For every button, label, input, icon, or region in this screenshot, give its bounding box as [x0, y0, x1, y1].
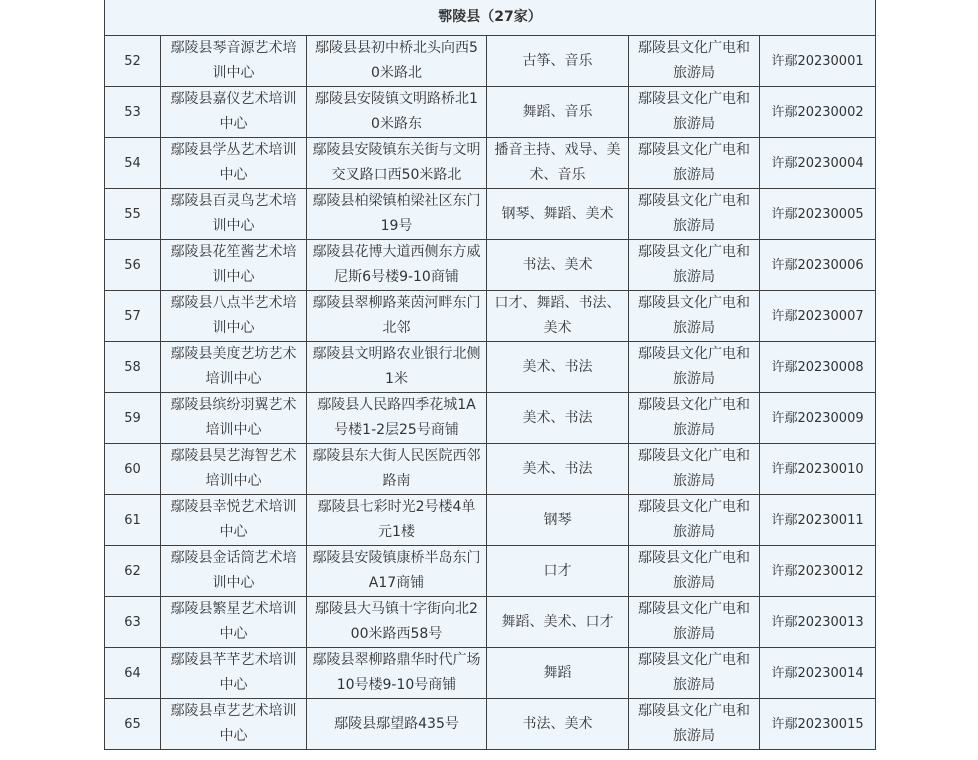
license-number: 许鄢20230013	[760, 597, 876, 648]
institution-address: 鄢陵县人民路四季花城1A号楼1-2层25号商铺	[307, 393, 487, 444]
license-table-container	[104, 0, 875, 750]
course-subjects: 播音主持、戏导、美术、音乐	[487, 138, 629, 189]
table-row	[105, 393, 876, 444]
table-row	[105, 546, 876, 597]
institution-address: 鄢陵县鄢望路435号	[307, 699, 487, 750]
license-number: 许鄢20230011	[760, 495, 876, 546]
institution-name: 鄢陵县嘉仪艺术培训中心	[161, 87, 307, 138]
institution-address: 鄢陵县安陵镇康桥半岛东门A17商铺	[307, 546, 487, 597]
course-subjects: 舞蹈、美术、口才	[487, 597, 629, 648]
license-number: 许鄢20230012	[760, 546, 876, 597]
row-number: 62	[105, 546, 161, 597]
issuing-authority: 鄢陵县文化广电和旅游局	[629, 87, 760, 138]
license-number: 许鄢20230007	[760, 291, 876, 342]
license-number: 许鄢20230015	[760, 699, 876, 750]
issuing-authority: 鄢陵县文化广电和旅游局	[629, 495, 760, 546]
institution-address: 鄢陵县翠柳路莱茵河畔东门北邻	[307, 291, 487, 342]
section-header-row	[105, 0, 876, 36]
issuing-authority: 鄢陵县文化广电和旅游局	[629, 138, 760, 189]
table-row	[105, 87, 876, 138]
course-subjects: 美术、书法	[487, 393, 629, 444]
row-number: 63	[105, 597, 161, 648]
institution-address: 鄢陵县柏梁镇柏梁社区东门19号	[307, 189, 487, 240]
row-number: 58	[105, 342, 161, 393]
course-subjects: 美术、书法	[487, 444, 629, 495]
issuing-authority: 鄢陵县文化广电和旅游局	[629, 342, 760, 393]
issuing-authority: 鄢陵县文化广电和旅游局	[629, 240, 760, 291]
institution-name: 鄢陵县芊芊艺术培训中心	[161, 648, 307, 699]
institution-address: 鄢陵县东大街人民医院西邻路南	[307, 444, 487, 495]
license-number: 许鄢20230005	[760, 189, 876, 240]
table-row	[105, 495, 876, 546]
course-subjects: 钢琴	[487, 495, 629, 546]
table-row	[105, 138, 876, 189]
row-number: 59	[105, 393, 161, 444]
license-number: 许鄢20230010	[760, 444, 876, 495]
course-subjects: 书法、美术	[487, 240, 629, 291]
license-number: 许鄢20230009	[760, 393, 876, 444]
institution-address: 鄢陵县七彩时光2号楼4单元1楼	[307, 495, 487, 546]
issuing-authority: 鄢陵县文化广电和旅游局	[629, 546, 760, 597]
issuing-authority: 鄢陵县文化广电和旅游局	[629, 648, 760, 699]
table-row	[105, 36, 876, 87]
institution-address: 鄢陵县花博大道西侧东方威尼斯6号楼9-10商铺	[307, 240, 487, 291]
license-table	[104, 0, 876, 750]
table-row	[105, 648, 876, 699]
row-number: 57	[105, 291, 161, 342]
course-subjects: 口才	[487, 546, 629, 597]
course-subjects: 舞蹈	[487, 648, 629, 699]
table-row	[105, 189, 876, 240]
course-subjects: 书法、美术	[487, 699, 629, 750]
row-number: 54	[105, 138, 161, 189]
issuing-authority: 鄢陵县文化广电和旅游局	[629, 393, 760, 444]
license-number: 许鄢20230006	[760, 240, 876, 291]
institution-name: 鄢陵县学丛艺术培训中心	[161, 138, 307, 189]
institution-address: 鄢陵县文明路农业银行北侧1米	[307, 342, 487, 393]
row-number: 64	[105, 648, 161, 699]
row-number: 55	[105, 189, 161, 240]
institution-address: 鄢陵县翠柳路鼎华时代广场10号楼9-10号商铺	[307, 648, 487, 699]
institution-name: 鄢陵县花笙酱艺术培训中心	[161, 240, 307, 291]
row-number: 56	[105, 240, 161, 291]
course-subjects: 古筝、音乐	[487, 36, 629, 87]
table-row	[105, 597, 876, 648]
row-number: 53	[105, 87, 161, 138]
row-number: 61	[105, 495, 161, 546]
row-number: 60	[105, 444, 161, 495]
issuing-authority: 鄢陵县文化广电和旅游局	[629, 291, 760, 342]
issuing-authority: 鄢陵县文化广电和旅游局	[629, 36, 760, 87]
institution-name: 鄢陵县幸悦艺术培训中心	[161, 495, 307, 546]
course-subjects: 口才、舞蹈、书法、美术	[487, 291, 629, 342]
row-number: 65	[105, 699, 161, 750]
institution-name: 鄢陵县美度艺坊艺术培训中心	[161, 342, 307, 393]
license-number: 许鄢20230002	[760, 87, 876, 138]
institution-name: 鄢陵县缤纷羽翼艺术培训中心	[161, 393, 307, 444]
institution-name: 鄢陵县金话筒艺术培训中心	[161, 546, 307, 597]
course-subjects: 钢琴、舞蹈、美术	[487, 189, 629, 240]
section-header: 鄠陵县（27家）	[105, 0, 876, 36]
institution-name: 鄢陵县琴音源艺术培训中心	[161, 36, 307, 87]
institution-address: 鄢陵县大马镇十字街向北200米路西58号	[307, 597, 487, 648]
course-subjects: 美术、书法	[487, 342, 629, 393]
institution-name: 鄢陵县八点半艺术培训中心	[161, 291, 307, 342]
row-number: 52	[105, 36, 161, 87]
license-number: 许鄢20230014	[760, 648, 876, 699]
license-number: 许鄢20230004	[760, 138, 876, 189]
table-body	[105, 0, 876, 750]
institution-address: 鄢陵县安陵镇东关街与文明交叉路口西50米路北	[307, 138, 487, 189]
table-row	[105, 444, 876, 495]
institution-address: 鄢陵县安陵镇文明路桥北10米路东	[307, 87, 487, 138]
course-subjects: 舞蹈、音乐	[487, 87, 629, 138]
institution-name: 鄢陵县昊艺海智艺术培训中心	[161, 444, 307, 495]
institution-name: 鄢陵县繁星艺术培训中心	[161, 597, 307, 648]
institution-name: 鄢陵县卓艺艺术培训中心	[161, 699, 307, 750]
institution-address: 鄢陵县县初中桥北头向西50米路北	[307, 36, 487, 87]
table-row	[105, 699, 876, 750]
institution-name: 鄢陵县百灵鸟艺术培训中心	[161, 189, 307, 240]
issuing-authority: 鄢陵县文化广电和旅游局	[629, 597, 760, 648]
table-row	[105, 291, 876, 342]
issuing-authority: 鄢陵县文化广电和旅游局	[629, 699, 760, 750]
license-number: 许鄢20230008	[760, 342, 876, 393]
table-row	[105, 240, 876, 291]
issuing-authority: 鄢陵县文化广电和旅游局	[629, 444, 760, 495]
table-row	[105, 342, 876, 393]
issuing-authority: 鄢陵县文化广电和旅游局	[629, 189, 760, 240]
license-number: 许鄢20230001	[760, 36, 876, 87]
